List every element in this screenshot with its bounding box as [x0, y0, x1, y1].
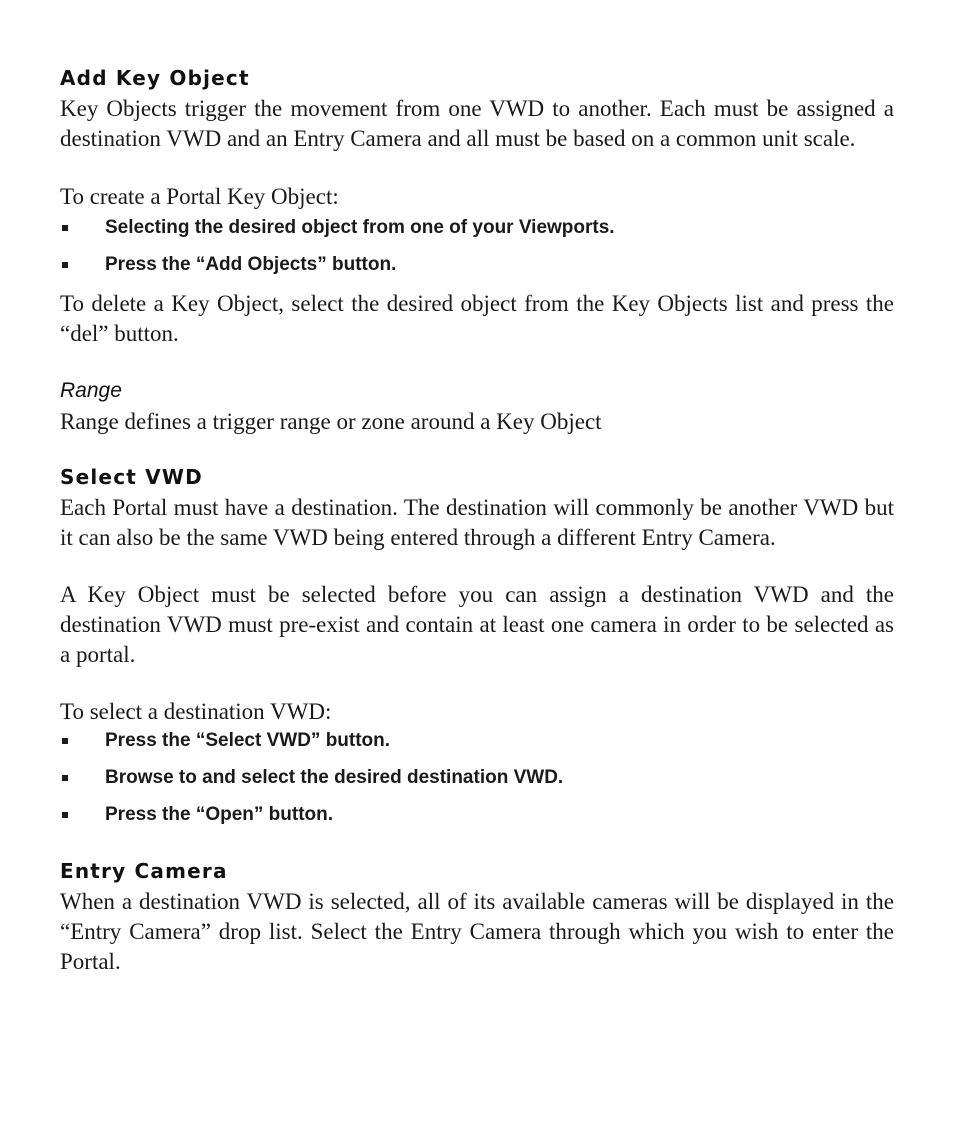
square-bullet-icon — [62, 812, 68, 818]
list-item — [60, 251, 894, 279]
add-key-object-intro: Key Objects trigger the movement from one VWD to another. Each must be assigned a destination VWD and an Entry Camera and all must be based on a common unit scale. — [60, 96, 894, 151]
list-item — [60, 801, 894, 829]
document-page — [60, 60, 894, 977]
step-text: Press the “Open” button. — [105, 804, 334, 825]
step-text: Press the “Select VWD” button. — [105, 730, 391, 751]
square-bullet-icon — [62, 225, 68, 231]
create-steps-list — [60, 214, 894, 279]
square-bullet-icon — [62, 262, 68, 268]
select-vwd-lead: To select a destination VWD: — [60, 699, 332, 724]
step-text: Selecting the desired object from one of your Viewports. — [105, 217, 615, 238]
list-item — [60, 727, 894, 755]
delete-key-object-text: To delete a Key Object, select the desired object from the Key Objects list and press the “del” button. — [60, 291, 894, 346]
select-vwd-para-1: Each Portal must have a destination. The destination will commonly be another VWD but it can also be the same VWD being entered through a different Entry Camera. — [60, 495, 894, 550]
range-text: Range defines a trigger range or zone around a Key Object — [60, 409, 602, 434]
step-text: Press the “Add Objects” button. — [105, 254, 397, 275]
heading-range: Range — [60, 379, 122, 402]
square-bullet-icon — [62, 738, 68, 744]
step-text: Browse to and select the desired destination VWD. — [105, 767, 564, 788]
entry-camera-text: When a destination VWD is selected, all of its available cameras will be displayed in the “Entry Camera” drop list. Select the Entry Camera through which you wish to enter the Portal. — [60, 889, 894, 974]
list-item — [60, 214, 894, 242]
heading-select-vwd: Select VWD — [60, 465, 203, 489]
heading-add-key-object: Add Key Object — [60, 66, 250, 90]
list-item — [60, 764, 894, 792]
select-vwd-para-2: A Key Object must be selected before you can assign a destination VWD and the destination VWD must pre-exist and contain at least one camera in order to be selected as a portal. — [60, 582, 894, 667]
select-vwd-steps-list — [60, 727, 894, 829]
heading-entry-camera: Entry Camera — [60, 859, 228, 883]
square-bullet-icon — [62, 775, 68, 781]
create-portal-lead: To create a Portal Key Object: — [60, 184, 339, 209]
